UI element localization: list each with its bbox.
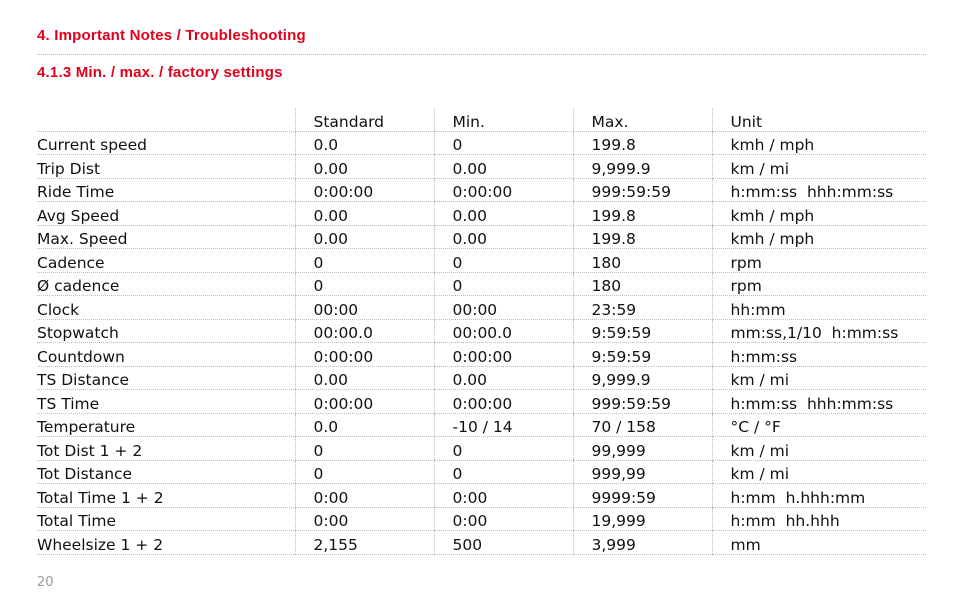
max-value: 199.8 bbox=[573, 131, 712, 155]
unit-value: kmh / mph bbox=[712, 202, 926, 226]
standard-value: 2,155 bbox=[295, 531, 434, 555]
column-header-max: Max. bbox=[573, 108, 712, 131]
max-value: 199.8 bbox=[573, 225, 712, 249]
standard-value: 00:00.0 bbox=[295, 319, 434, 343]
table-header bbox=[37, 108, 926, 131]
row-label: Wheelsize 1 + 2 bbox=[37, 531, 295, 555]
min-value: -10 / 14 bbox=[434, 413, 573, 437]
standard-value: 0:00:00 bbox=[295, 390, 434, 414]
table-row bbox=[37, 343, 926, 367]
table-row bbox=[37, 319, 926, 343]
max-value: 9:59:59 bbox=[573, 343, 712, 367]
table-row bbox=[37, 131, 926, 155]
column-header-unit: Unit bbox=[712, 108, 926, 131]
subsection-title: 4.1.3 Min. / max. / factory settings bbox=[37, 64, 283, 81]
min-value: 0.00 bbox=[434, 225, 573, 249]
unit-value: rpm bbox=[712, 249, 926, 273]
standard-value: 0:00:00 bbox=[295, 178, 434, 202]
standard-value: 0 bbox=[295, 272, 434, 296]
min-value: 0.00 bbox=[434, 366, 573, 390]
row-label: Ride Time bbox=[37, 178, 295, 202]
row-label: TS Distance bbox=[37, 366, 295, 390]
unit-value: h:mm:ss hhh:mm:ss bbox=[712, 390, 926, 414]
row-label: TS Time bbox=[37, 390, 295, 414]
page-number: 20 bbox=[37, 575, 54, 590]
column-header-label bbox=[37, 108, 295, 131]
max-value: 199.8 bbox=[573, 202, 712, 226]
table-row bbox=[37, 484, 926, 508]
row-label: Total Time 1 + 2 bbox=[37, 484, 295, 508]
max-value: 23:59 bbox=[573, 296, 712, 320]
min-value: 0:00:00 bbox=[434, 343, 573, 367]
row-label: Current speed bbox=[37, 131, 295, 155]
table-row bbox=[37, 296, 926, 320]
section-divider bbox=[37, 54, 926, 55]
max-value: 99,999 bbox=[573, 437, 712, 461]
min-value: 0 bbox=[434, 460, 573, 484]
row-label: Cadence bbox=[37, 249, 295, 273]
standard-value: 0 bbox=[295, 437, 434, 461]
standard-value: 0.0 bbox=[295, 413, 434, 437]
table-row bbox=[37, 413, 926, 437]
standard-value: 0.00 bbox=[295, 202, 434, 226]
unit-value: km / mi bbox=[712, 366, 926, 390]
unit-value: h:mm h.hhh:mm bbox=[712, 484, 926, 508]
standard-value: 0:00:00 bbox=[295, 343, 434, 367]
unit-value: km / mi bbox=[712, 437, 926, 461]
row-label: Tot Dist 1 + 2 bbox=[37, 437, 295, 461]
table-row bbox=[37, 460, 926, 484]
unit-value: rpm bbox=[712, 272, 926, 296]
row-label: Total Time bbox=[37, 507, 295, 531]
unit-value: h:mm:ss hhh:mm:ss bbox=[712, 178, 926, 202]
min-value: 0 bbox=[434, 437, 573, 461]
standard-value: 0:00 bbox=[295, 507, 434, 531]
table-row bbox=[37, 155, 926, 179]
max-value: 180 bbox=[573, 272, 712, 296]
unit-value: hh:mm bbox=[712, 296, 926, 320]
min-value: 0 bbox=[434, 249, 573, 273]
standard-value: 0.00 bbox=[295, 155, 434, 179]
table-body bbox=[37, 131, 926, 554]
row-label: Temperature bbox=[37, 413, 295, 437]
max-value: 180 bbox=[573, 249, 712, 273]
settings-table bbox=[37, 108, 926, 555]
max-value: 9:59:59 bbox=[573, 319, 712, 343]
unit-value: km / mi bbox=[712, 155, 926, 179]
unit-value: °C / °F bbox=[712, 413, 926, 437]
min-value: 0.00 bbox=[434, 155, 573, 179]
unit-value: mm bbox=[712, 531, 926, 555]
max-value: 999:59:59 bbox=[573, 178, 712, 202]
row-label: Tot Distance bbox=[37, 460, 295, 484]
table-row bbox=[37, 225, 926, 249]
row-label: Max. Speed bbox=[37, 225, 295, 249]
min-value: 500 bbox=[434, 531, 573, 555]
standard-value: 00:00 bbox=[295, 296, 434, 320]
min-value: 0:00:00 bbox=[434, 178, 573, 202]
min-value: 0 bbox=[434, 272, 573, 296]
max-value: 9999:59 bbox=[573, 484, 712, 508]
unit-value: mm:ss,1/10 h:mm:ss bbox=[712, 319, 926, 343]
row-label: Trip Dist bbox=[37, 155, 295, 179]
row-label: Stopwatch bbox=[37, 319, 295, 343]
column-header-min: Min. bbox=[434, 108, 573, 131]
max-value: 19,999 bbox=[573, 507, 712, 531]
table-row bbox=[37, 531, 926, 555]
max-value: 3,999 bbox=[573, 531, 712, 555]
row-label: Countdown bbox=[37, 343, 295, 367]
standard-value: 0.00 bbox=[295, 225, 434, 249]
table-row bbox=[37, 272, 926, 296]
unit-value: kmh / mph bbox=[712, 225, 926, 249]
min-value: 0:00:00 bbox=[434, 390, 573, 414]
min-value: 0 bbox=[434, 131, 573, 155]
table-row bbox=[37, 366, 926, 390]
min-value: 0.00 bbox=[434, 202, 573, 226]
max-value: 9,999.9 bbox=[573, 155, 712, 179]
row-label: Avg Speed bbox=[37, 202, 295, 226]
table-row bbox=[37, 507, 926, 531]
table-row bbox=[37, 249, 926, 273]
section-title: 4. Important Notes / Troubleshooting bbox=[37, 27, 306, 44]
column-header-standard: Standard bbox=[295, 108, 434, 131]
table-row bbox=[37, 437, 926, 461]
row-label: Clock bbox=[37, 296, 295, 320]
standard-value: 0.0 bbox=[295, 131, 434, 155]
standard-value: 0 bbox=[295, 249, 434, 273]
table-row bbox=[37, 178, 926, 202]
table-row bbox=[37, 202, 926, 226]
min-value: 0:00 bbox=[434, 484, 573, 508]
standard-value: 0.00 bbox=[295, 366, 434, 390]
min-value: 0:00 bbox=[434, 507, 573, 531]
unit-value: km / mi bbox=[712, 460, 926, 484]
row-label: Ø cadence bbox=[37, 272, 295, 296]
max-value: 70 / 158 bbox=[573, 413, 712, 437]
standard-value: 0 bbox=[295, 460, 434, 484]
unit-value: h:mm:ss bbox=[712, 343, 926, 367]
max-value: 999,99 bbox=[573, 460, 712, 484]
min-value: 00:00 bbox=[434, 296, 573, 320]
table-row bbox=[37, 390, 926, 414]
unit-value: h:mm hh.hhh bbox=[712, 507, 926, 531]
standard-value: 0:00 bbox=[295, 484, 434, 508]
min-value: 00:00.0 bbox=[434, 319, 573, 343]
table-header-row bbox=[37, 108, 926, 131]
unit-value: kmh / mph bbox=[712, 131, 926, 155]
max-value: 9,999.9 bbox=[573, 366, 712, 390]
max-value: 999:59:59 bbox=[573, 390, 712, 414]
